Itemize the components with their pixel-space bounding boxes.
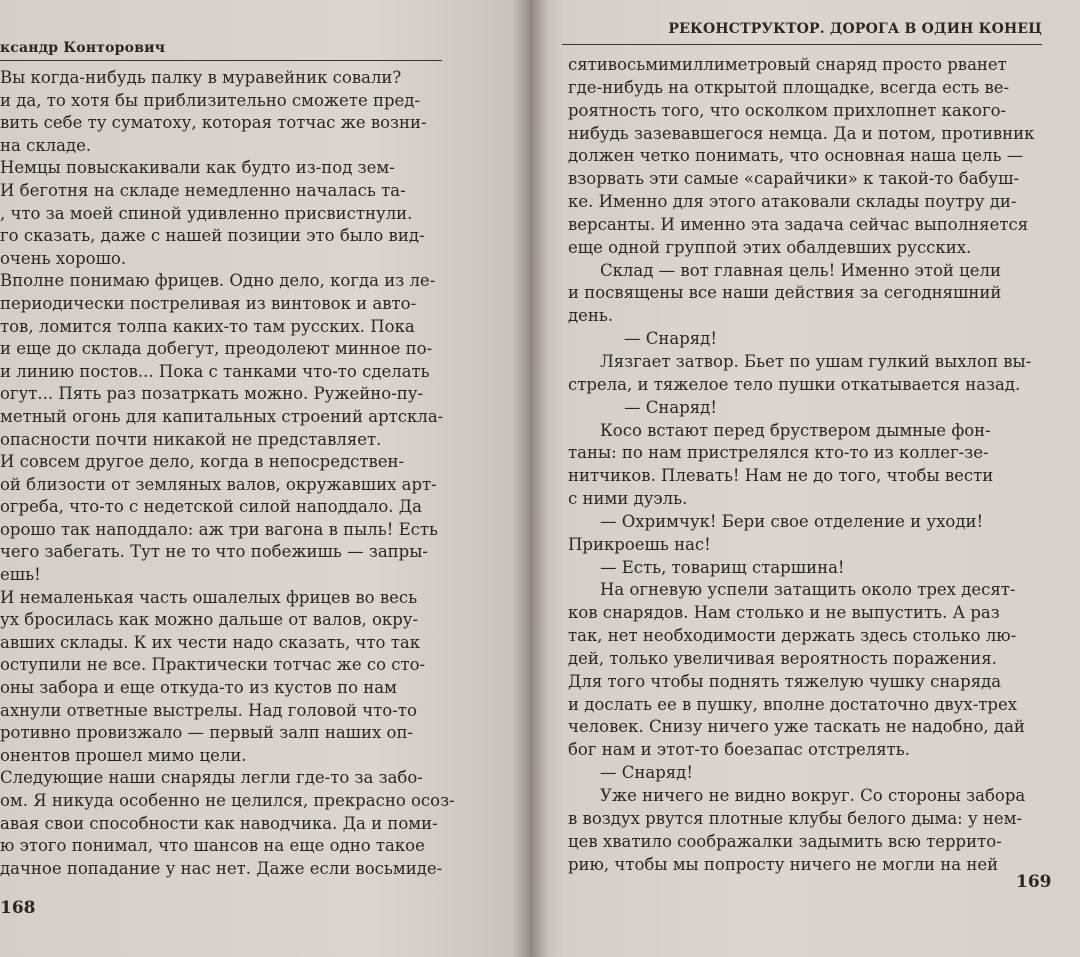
text-line: ом. Я никуда особенно не целился, прекрасно осоз-: [0, 791, 455, 810]
text-line: И беготня на складе немедленно началась та-: [0, 180, 406, 200]
text-line: И совсем другое дело, когда в непосредствен-: [0, 452, 405, 472]
text-line: — Снаряд!: [624, 397, 717, 417]
text-line: ротивно провизжало — первый залп наших оп-: [0, 723, 414, 743]
right-text-block: [568, 54, 1050, 876]
text-line: и посвящены все наши действия за сегодняшний: [568, 283, 1002, 303]
text-line: Уже ничего не видно вокруг. Со стороны забора: [600, 786, 1026, 805]
text-line: оступили не все. Практически тотчас же со сто-: [0, 655, 426, 675]
text-line: — Снаряд!: [600, 763, 693, 783]
text-line: Вы когда-нибудь палку в муравейник совали?: [0, 68, 402, 87]
text-line: го сказать, даже с нашей позиции это было вид-: [0, 226, 425, 246]
text-line: должен четко понимать, что основная наша цель —: [568, 146, 1024, 166]
text-line: Косо встают перед бруствером дымные фон-: [600, 420, 991, 440]
text-line: чего забегать. Тут не то что побежишь — запры-: [0, 542, 428, 562]
text-line: нибудь зазевавшегося немца. Да и потом, противник: [568, 123, 1035, 143]
text-line: Следующие наши снаряды легли где-то за забо-: [0, 768, 423, 788]
text-line: ю этого понимал, что шансов на еще одно такое: [0, 836, 425, 856]
text-line: огут... Пять раз позатркать можно. Ружейно-пу-: [0, 384, 424, 404]
right-page: [530, 0, 1080, 957]
text-line: ков снарядов. Нам столько и не выпустить. А раз: [568, 603, 1000, 623]
text-line: взорвать эти самые «сарайчики» к такой-то бабуш-: [568, 169, 1020, 189]
text-line: и линию постов... Пока с танками что-то сделать: [0, 361, 430, 381]
text-line: цев хватило соображалки задымить всю террито-: [568, 831, 1002, 851]
text-line: онентов прошел мимо цели.: [0, 745, 247, 765]
text-line: в воздух рвутся плотные клубы белого дыма: у нем-: [568, 808, 1023, 828]
text-line: таны: по нам пристрелялся кто-то из коллег-зе-: [568, 443, 989, 463]
text-line: Для того чтобы поднять тяжелую чушку снаряда: [568, 671, 1002, 691]
text-line: версанты. И именно эта задача сейчас выполняется: [568, 214, 1029, 234]
text-line: и еще до склада добегут, преодолеют минное по-: [0, 339, 433, 359]
text-line: метный огонь для капитальных строений артскла-: [0, 406, 444, 426]
left-page-number: 168: [0, 898, 36, 918]
text-line: Вполне понимаю фрицев. Одно дело, когда из ле-: [0, 271, 436, 291]
text-line: вить себе ту суматоху, которая тотчас же возни-: [0, 113, 427, 133]
text-line: Прикроешь нас!: [568, 534, 711, 554]
text-line: орошо так наподдало: аж три вагона в пыль! Есть: [0, 519, 438, 539]
text-line: ух бросилась как можно дальше от валов, окру-: [0, 610, 419, 630]
text-line: еще одной группой этих обалдевших русских.: [568, 237, 972, 257]
left-running-head: ксандр Конторович: [0, 40, 166, 56]
text-line: где-нибудь на открытой площадке, всегда есть ве-: [568, 77, 1010, 97]
text-line: так, нет необходимости держать здесь столько лю-: [568, 626, 1017, 646]
text-line: периодически постреливая из винтовок и авто-: [0, 293, 417, 313]
text-line: человек. Снизу ничего уже таскать не надобно, дай: [568, 717, 1025, 737]
text-line: нитчиков. Плевать! Нам не до того, чтобы вести: [568, 466, 994, 486]
text-line: авших склады. К их чести надо сказать, что так: [0, 632, 421, 652]
text-line: очень хорошо.: [0, 248, 127, 268]
text-line: огреба, что-то с недетской силой наподдало. Да: [0, 497, 423, 517]
text-line: и дослать ее в пушку, вполне достаточно двух-трех: [568, 694, 1018, 714]
text-line: На огневую успели затащить около трех десят-: [600, 580, 1016, 600]
text-line: рию, чтобы мы попросту ничего не могли на ней: [568, 854, 999, 874]
text-line: ой близости от земляных валов, окружавших арт-: [0, 474, 437, 494]
right-running-head: РЕКОНСТРУКТОР. ДОРОГА В ОДИН КОНЕЦ: [668, 21, 1042, 37]
text-line: тов, ломится толпа каких-то там русских. Пока: [0, 316, 415, 336]
text-line: ахнули ответные выстрелы. Над головой что-то: [0, 700, 417, 720]
left-page: [0, 0, 530, 957]
text-line: Немцы повыскакивали как будто из-под зем-: [0, 158, 395, 178]
text-line: сятивосьмимиллиметровый снаряд просто рванет: [568, 55, 1007, 74]
text-line: , что за моей спиной удивленно присвистнули.: [0, 203, 413, 223]
text-line: на складе.: [0, 135, 92, 155]
text-line: и да, то хотя бы приблизительно сможете пред-: [0, 90, 421, 110]
text-line: авая свои способности как наводчика. Да и поми-: [0, 813, 438, 833]
text-line: — Есть, товарищ старшина!: [600, 557, 845, 577]
text-line: день.: [568, 306, 614, 326]
right-header-rule: [562, 44, 1042, 45]
text-line: — Охримчук! Бери свое отделение и уходи!: [600, 511, 984, 531]
text-line: с ними дуэль.: [568, 489, 688, 509]
text-line: опасности почти никакой не представляет.: [0, 429, 382, 449]
text-line: стрела, и тяжелое тело пушки откатывается назад.: [568, 374, 1021, 394]
text-line: ке. Именно для этого атаковали склады поутру ди-: [568, 192, 1017, 212]
text-line: Лязгает затвор. Бьет по ушам гулкий выхлоп вы-: [600, 351, 1032, 371]
text-line: И немаленькая часть ошалелых фрицев во весь: [0, 587, 418, 607]
text-line: бог нам и этот-то боезапас отстрелять.: [568, 740, 911, 760]
text-line: Склад — вот главная цель! Именно этой цели: [600, 260, 1002, 280]
left-text-block: [0, 67, 460, 880]
text-line: оны забора и еще откуда-то из кустов по нам: [0, 678, 397, 698]
left-header-rule: [0, 60, 442, 61]
text-line: — Снаряд!: [624, 329, 717, 349]
text-line: дачное попадание у нас нет. Даже если восьмиде-: [0, 858, 443, 878]
text-line: ешь!: [0, 565, 41, 585]
right-page-number: 169: [1016, 872, 1052, 892]
text-line: роятность того, что осколком прихлопнет какого-: [568, 100, 1007, 120]
text-line: дей, только увеличивая вероятность поражения.: [568, 648, 997, 668]
book-gutter: [512, 0, 548, 957]
